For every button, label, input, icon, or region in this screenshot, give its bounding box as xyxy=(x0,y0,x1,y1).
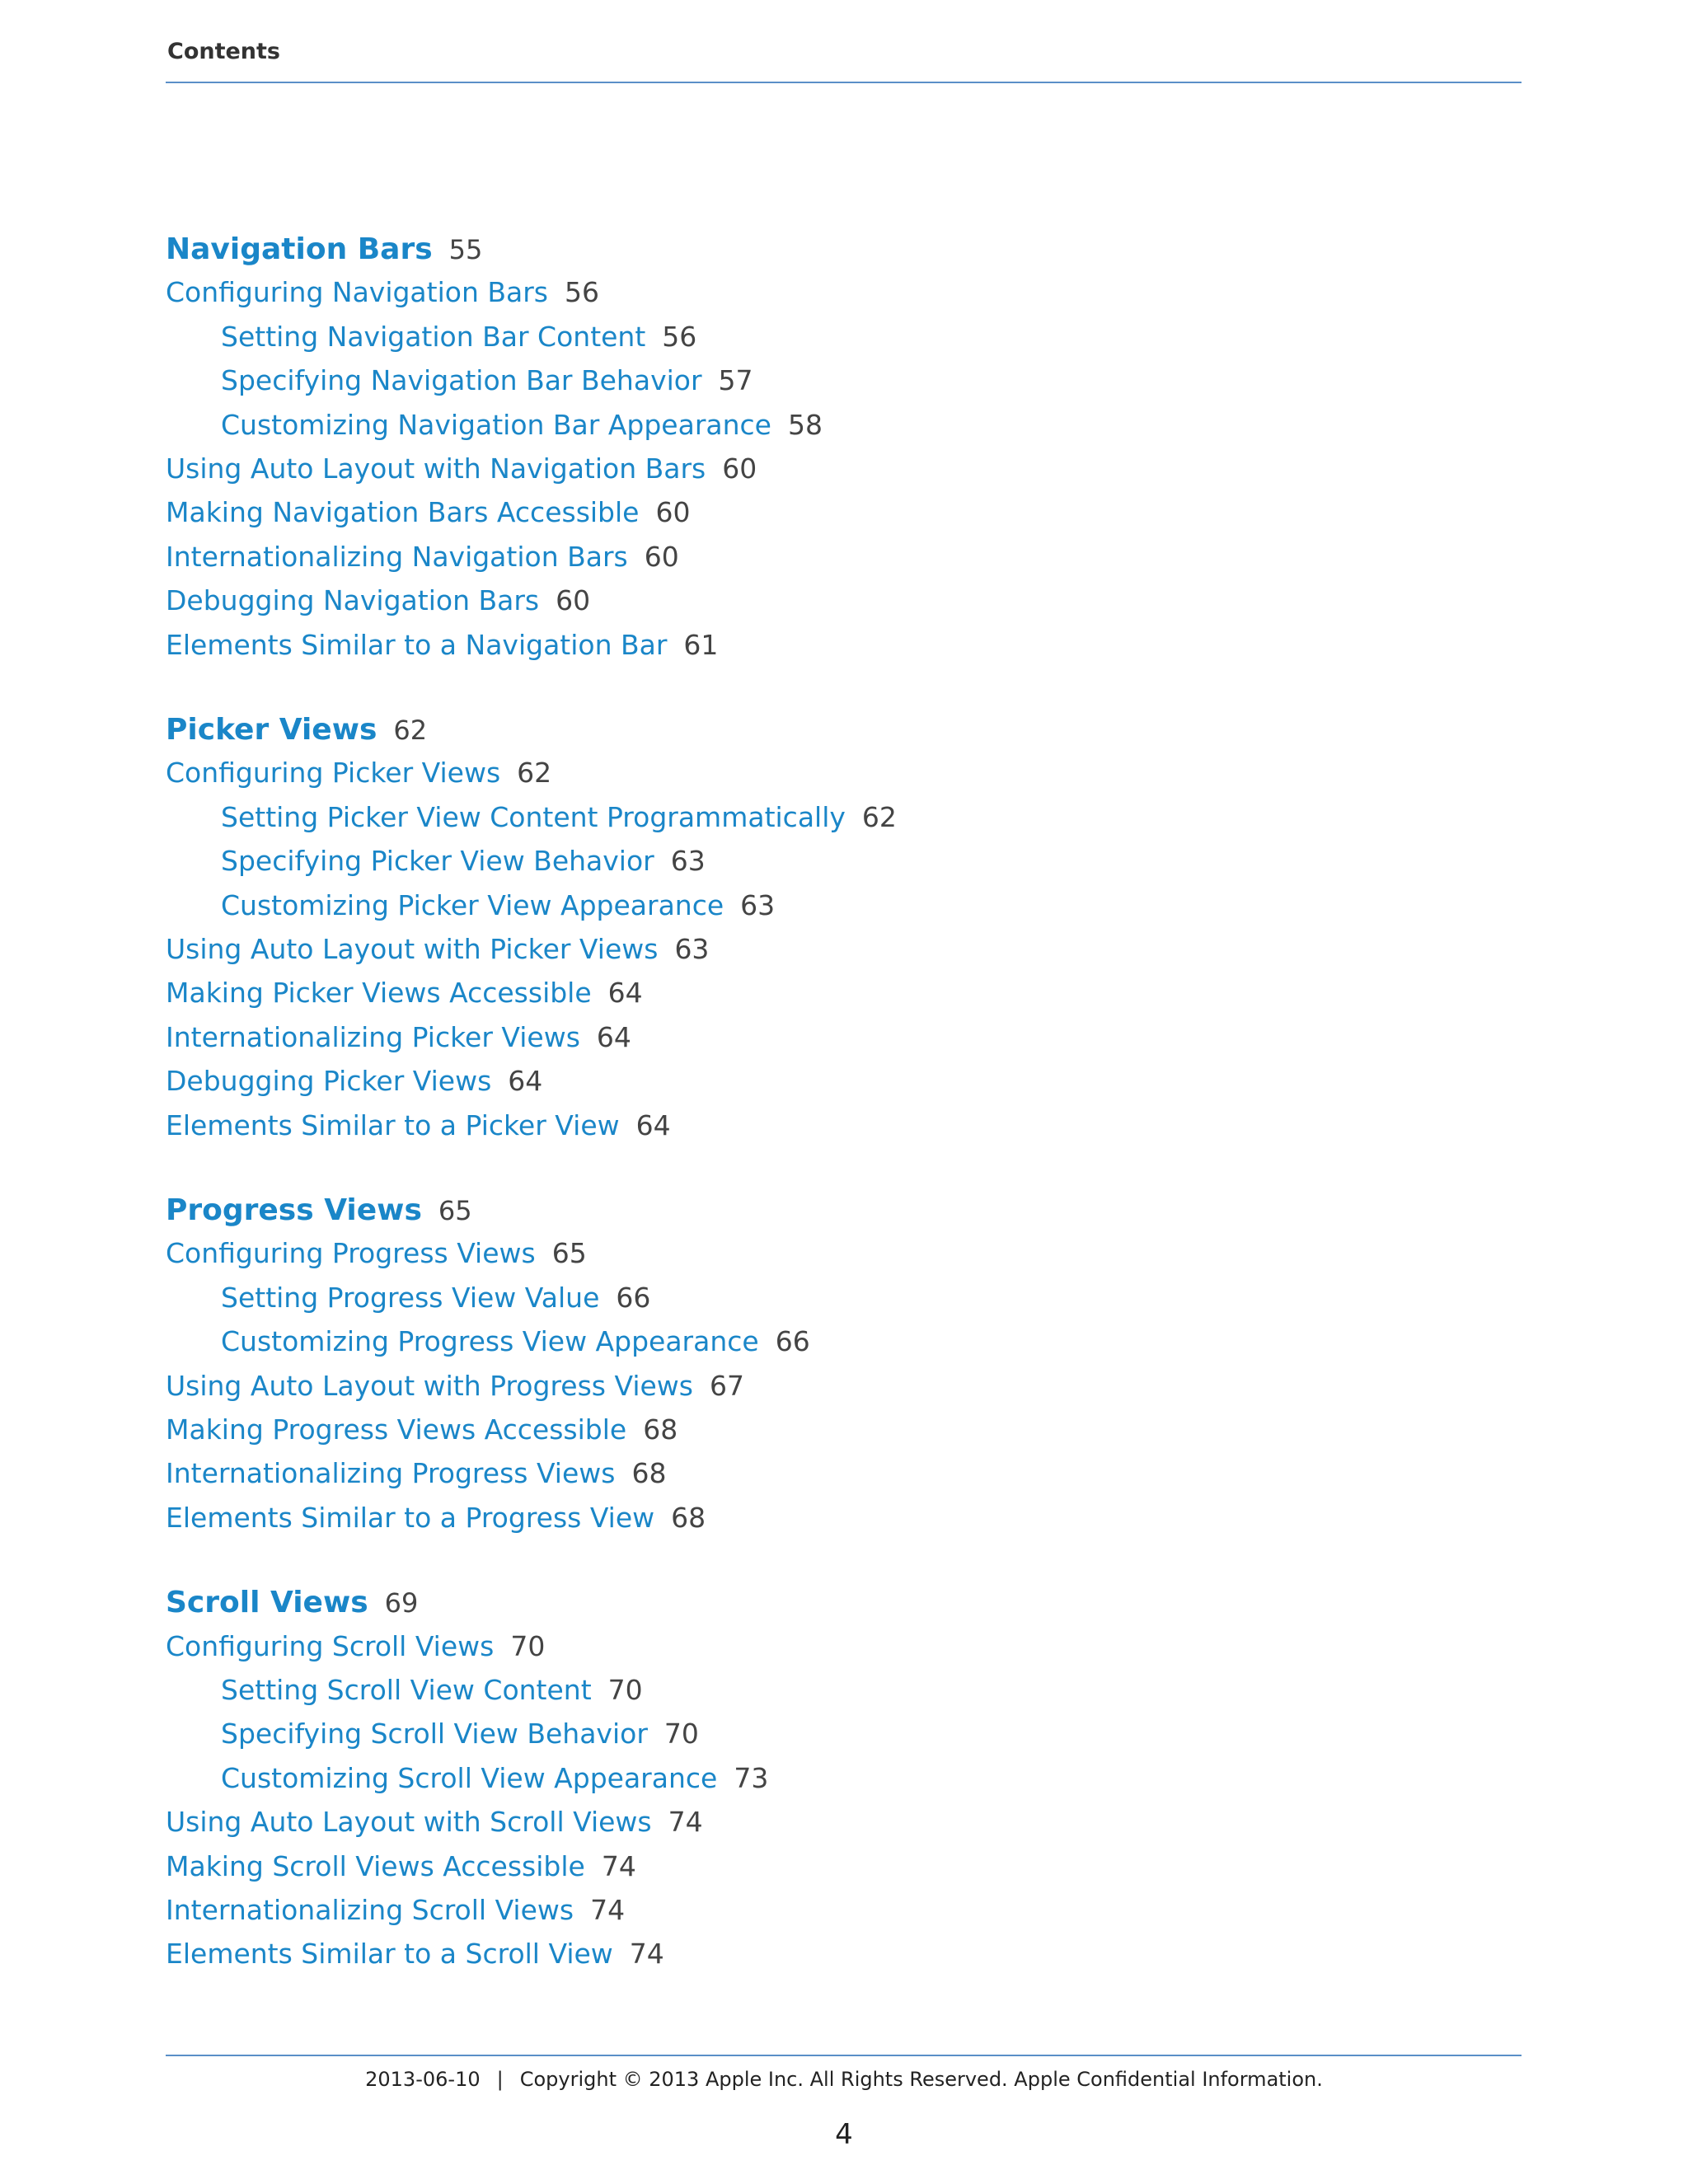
page-header-label: Contents xyxy=(167,39,281,64)
toc-page-number: 64 xyxy=(635,1108,671,1141)
toc-page-number: 74 xyxy=(590,1894,626,1926)
footer-copyright: Copyright © 2013 Apple Inc. All Rights Reserved. Apple Confidential Information. xyxy=(519,2068,1323,2091)
toc-entry-link[interactable]: Configuring Progress Views xyxy=(166,1237,536,1270)
page-number: 4 xyxy=(835,2118,853,2151)
toc-page-number: 70 xyxy=(663,1718,699,1750)
toc-entry-link[interactable]: Setting Scroll View Content xyxy=(221,1674,592,1706)
toc-entry xyxy=(166,1237,587,1269)
toc-entry xyxy=(221,1325,810,1357)
toc-entry xyxy=(166,1630,545,1662)
toc-entry xyxy=(221,845,706,877)
toc-page-number: 69 xyxy=(384,1587,419,1619)
toc-entry-link[interactable]: Customizing Progress View Appearance xyxy=(221,1325,759,1358)
toc-chapter-entry xyxy=(166,713,427,747)
toc-entry-link[interactable]: Internationalizing Scroll Views xyxy=(166,1894,574,1926)
toc-entry-link[interactable]: Debugging Navigation Bars xyxy=(166,584,540,617)
toc-page-number: 63 xyxy=(740,888,776,921)
toc-page-number: 65 xyxy=(551,1237,587,1270)
toc-entry xyxy=(166,541,679,573)
toc-chapter-link[interactable]: Scroll Views xyxy=(166,1586,368,1620)
toc-entry-link[interactable]: Customizing Picker View Appearance xyxy=(221,888,724,921)
toc-entry xyxy=(166,1938,664,1970)
toc-entry xyxy=(166,1065,542,1097)
toc-entry-link[interactable]: Using Auto Layout with Picker Views xyxy=(166,933,659,965)
toc-entry-link[interactable]: Setting Picker View Content Programmatically xyxy=(221,800,846,833)
toc-entry-link[interactable]: Debugging Picker Views xyxy=(166,1065,492,1098)
toc-chapter-entry xyxy=(166,1586,418,1619)
toc-entry-link[interactable]: Specifying Scroll View Behavior xyxy=(221,1718,648,1750)
toc-page-number: 74 xyxy=(601,1849,636,1882)
toc-entry-link[interactable]: Elements Similar to a Navigation Bar xyxy=(166,628,668,661)
toc-entry xyxy=(221,1674,643,1706)
toc-entry-link[interactable]: Configuring Navigation Bars xyxy=(166,276,548,309)
toc-page-number: 70 xyxy=(510,1629,546,1662)
toc-entry xyxy=(166,933,709,965)
toc-entry xyxy=(166,1457,666,1489)
toc-page-number: 62 xyxy=(861,800,897,833)
toc-entry xyxy=(166,1413,678,1446)
toc-page-number: 60 xyxy=(722,452,757,485)
toc-entry xyxy=(166,1370,744,1402)
footer xyxy=(0,2068,1688,2091)
toc-page-number: 68 xyxy=(671,1501,706,1534)
toc-page-number: 55 xyxy=(448,234,483,265)
footer-divider xyxy=(166,2055,1522,2056)
toc-entry xyxy=(221,1718,699,1750)
toc-entry xyxy=(221,409,823,441)
toc-page-number: 60 xyxy=(556,584,591,617)
toc-entry xyxy=(166,276,599,308)
toc-entry xyxy=(166,1021,631,1053)
toc-entry xyxy=(221,364,753,396)
toc-entry xyxy=(166,757,551,789)
toc-entry-link[interactable]: Using Auto Layout with Scroll Views xyxy=(166,1806,652,1839)
toc-chapter-link[interactable]: Picker Views xyxy=(166,713,377,747)
toc-entry-link[interactable]: Setting Progress View Value xyxy=(221,1281,600,1314)
toc-entry xyxy=(166,496,690,528)
toc-entry-link[interactable]: Making Navigation Bars Accessible xyxy=(166,496,640,529)
toc-entry-link[interactable]: Specifying Picker View Behavior xyxy=(221,845,654,878)
toc-entry xyxy=(166,1109,671,1141)
toc-entry-link[interactable]: Configuring Scroll Views xyxy=(166,1629,495,1662)
toc-entry-link[interactable]: Setting Navigation Bar Content xyxy=(221,320,646,353)
toc-page-number: 56 xyxy=(564,276,599,309)
toc-page-number: 61 xyxy=(683,628,719,661)
toc-page-number: 66 xyxy=(775,1325,810,1358)
toc-entry-link[interactable]: Configuring Picker Views xyxy=(166,757,501,790)
toc-page-number: 65 xyxy=(438,1195,472,1226)
toc-entry xyxy=(221,321,696,353)
toc-chapter-entry xyxy=(166,1193,472,1227)
toc-entry xyxy=(166,584,590,616)
toc-page-number: 68 xyxy=(631,1457,667,1490)
toc-page-number: 64 xyxy=(596,1020,631,1053)
toc-entry-link[interactable]: Elements Similar to a Progress View xyxy=(166,1501,655,1534)
toc-entry-link[interactable]: Making Progress Views Accessible xyxy=(166,1413,627,1446)
toc-entry-link[interactable]: Internationalizing Picker Views xyxy=(166,1020,580,1053)
toc-page-number: 63 xyxy=(670,845,706,878)
toc-page-number: 60 xyxy=(644,540,679,573)
toc-entry-link[interactable]: Internationalizing Navigation Bars xyxy=(166,540,628,573)
toc-entry xyxy=(166,977,643,1009)
toc-entry xyxy=(166,1894,625,1926)
toc-entry-link[interactable]: Making Scroll Views Accessible xyxy=(166,1849,585,1882)
toc-chapter-entry xyxy=(166,232,482,266)
toc-page-number: 58 xyxy=(787,408,823,441)
toc-page-number: 62 xyxy=(393,715,428,746)
toc-page-number: 62 xyxy=(517,757,552,790)
toc-page-number: 56 xyxy=(662,320,697,353)
toc-page-number: 63 xyxy=(674,933,710,965)
footer-separator: | xyxy=(496,2068,504,2091)
toc-page-number: 68 xyxy=(643,1413,678,1446)
toc-entry-link[interactable]: Customizing Scroll View Appearance xyxy=(221,1761,718,1794)
toc-entry-link[interactable]: Using Auto Layout with Navigation Bars xyxy=(166,452,706,485)
toc-entry xyxy=(221,1282,650,1314)
toc-entry-link[interactable]: Elements Similar to a Picker View xyxy=(166,1108,620,1141)
footer-date: 2013-06-10 xyxy=(365,2068,481,2091)
toc-entry xyxy=(166,1806,703,1838)
toc-entry xyxy=(166,629,718,661)
toc-page-number: 64 xyxy=(508,1065,543,1098)
toc-entry-link[interactable]: Elements Similar to a Scroll View xyxy=(166,1938,613,1971)
toc-entry-link[interactable]: Making Picker Views Accessible xyxy=(166,977,592,1010)
toc-page-number: 64 xyxy=(607,977,643,1010)
toc-chapter-link[interactable]: Progress Views xyxy=(166,1193,422,1227)
toc-page-number: 70 xyxy=(607,1674,643,1706)
toc-entry-link[interactable]: Customizing Navigation Bar Appearance xyxy=(221,408,771,441)
toc-page-number: 66 xyxy=(616,1281,651,1314)
toc-page-number: 73 xyxy=(734,1761,769,1794)
toc-page-number: 60 xyxy=(655,496,691,529)
header-divider xyxy=(166,82,1522,83)
toc-page-number: 67 xyxy=(709,1369,744,1402)
toc-page-number: 57 xyxy=(718,364,753,397)
toc-entry-link[interactable]: Using Auto Layout with Progress Views xyxy=(166,1369,693,1402)
toc-entry-link[interactable]: Internationalizing Progress Views xyxy=(166,1457,616,1490)
toc-entry xyxy=(221,801,897,833)
toc-entry xyxy=(166,1850,636,1882)
toc-entry xyxy=(166,1502,706,1534)
toc-entry xyxy=(221,889,775,921)
toc-entry xyxy=(166,452,757,485)
toc-page-number: 74 xyxy=(629,1938,664,1971)
toc-page-number: 74 xyxy=(668,1806,703,1839)
toc-chapter-link[interactable]: Navigation Bars xyxy=(166,232,433,266)
toc-entry xyxy=(221,1762,768,1794)
toc-entry-link[interactable]: Specifying Navigation Bar Behavior xyxy=(221,364,702,397)
